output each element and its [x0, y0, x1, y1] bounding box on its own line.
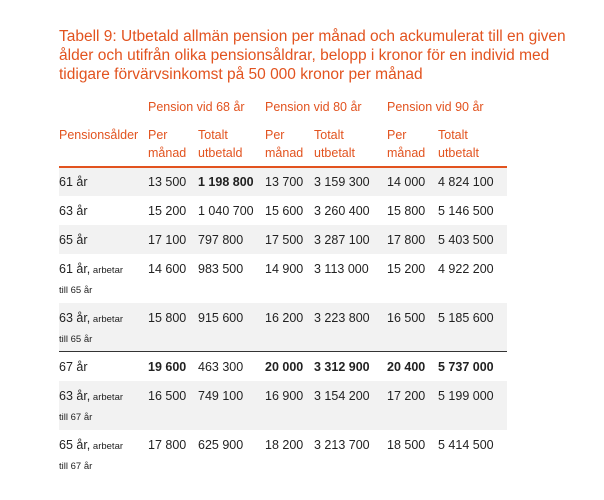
table-cell: 14 000 — [387, 175, 426, 189]
title-line-3: tidigare förvärvsinkomst på 50 000 kronor per månad — [59, 66, 423, 83]
table-cell: 18 500 — [387, 438, 426, 452]
sub-header-line-1: Per — [148, 128, 168, 142]
table-cell: 5 185 600 — [438, 311, 494, 325]
table-title — [59, 27, 579, 84]
table-cell: 3 154 200 — [314, 389, 370, 403]
table-cell: 749 100 — [198, 389, 244, 403]
sub-header-line-2: månad — [265, 146, 304, 160]
sub-header-line-2: utbetalt — [314, 146, 356, 160]
table-cell: 463 300 — [198, 360, 244, 374]
column-group-header: Pension vid 80 år — [265, 100, 362, 114]
sub-header-line-1: Per — [387, 128, 407, 142]
table-cell: 5 737 000 — [438, 360, 494, 374]
table-cell: 15 800 — [387, 204, 426, 218]
sub-header-line-2: månad — [148, 146, 187, 160]
row-note: arbetar — [90, 392, 124, 403]
sub-header-line-2: månad — [387, 146, 426, 160]
row-age: 61 år — [59, 175, 88, 189]
table-cell: 3 213 700 — [314, 438, 370, 452]
row-label — [59, 310, 123, 328]
column-group-header: Pension vid 68 år — [148, 100, 245, 114]
table-cell: 17 200 — [387, 389, 426, 403]
row-label — [59, 174, 88, 190]
table-cell: 20 400 — [387, 360, 426, 374]
row-label — [59, 261, 123, 279]
row-age: 65 år — [59, 233, 88, 247]
table-cell: 20 000 — [265, 360, 304, 374]
table-cell: 625 900 — [198, 438, 244, 452]
row-note-line-2: till 65 år — [59, 334, 93, 345]
table-cell: 16 900 — [265, 389, 304, 403]
table-cell: 15 600 — [265, 204, 304, 218]
row-label — [59, 437, 123, 455]
table-cell: 16 500 — [387, 311, 426, 325]
row-age: 61 år, — [59, 262, 91, 276]
table-cell: 5 414 500 — [438, 438, 494, 452]
title-line-2: ålder och utifrån olika pensionsåldrar, belopp i kronor för en individ med — [59, 47, 550, 64]
table-cell: 17 800 — [387, 233, 426, 247]
table-cell: 13 500 — [148, 175, 187, 189]
table-cell: 3 312 900 — [314, 360, 370, 374]
row-label — [59, 232, 88, 248]
row-age: 65 år, — [59, 438, 91, 452]
row-note: arbetar — [90, 441, 124, 452]
sub-header-line-2: utbetalt — [438, 146, 480, 160]
table-cell: 15 200 — [148, 204, 187, 218]
sub-header-line-1: Totalt — [438, 128, 468, 142]
table-cell: 17 800 — [148, 438, 187, 452]
table-cell: 17 500 — [265, 233, 304, 247]
row-label — [59, 359, 88, 375]
header-rule — [59, 166, 507, 168]
title-line-1: Tabell 9: Utbetald allmän pension per månad och ackumulerat till en given — [59, 28, 566, 45]
row-label — [59, 388, 123, 406]
row-age: 63 år — [59, 204, 88, 218]
table-cell: 3 260 400 — [314, 204, 370, 218]
row-age: 63 år, — [59, 311, 91, 325]
row-age: 63 år, — [59, 389, 91, 403]
table-cell: 4 824 100 — [438, 175, 494, 189]
sub-header-line-1: Per — [265, 128, 285, 142]
table-cell: 5 199 000 — [438, 389, 494, 403]
table-cell: 13 700 — [265, 175, 304, 189]
table-cell: 915 600 — [198, 311, 244, 325]
age-column-header: Pensionsålder — [59, 128, 139, 142]
table-cell: 1 040 700 — [198, 204, 254, 218]
table-cell: 17 100 — [148, 233, 187, 247]
row-note: arbetar — [90, 265, 124, 276]
row-note: arbetar — [90, 314, 124, 325]
row-age: 67 år — [59, 360, 88, 374]
table-cell: 16 500 — [148, 389, 187, 403]
table-cell: 15 200 — [387, 262, 426, 276]
table-cell: 5 403 500 — [438, 233, 494, 247]
table-cell: 4 922 200 — [438, 262, 494, 276]
row-note-line-2: till 65 år — [59, 285, 93, 296]
table-cell: 3 287 100 — [314, 233, 370, 247]
column-separator — [380, 120, 381, 164]
table-cell: 19 600 — [148, 360, 187, 374]
table-cell: 1 198 800 — [198, 175, 254, 189]
row-rule — [59, 351, 507, 352]
column-separator — [258, 120, 259, 164]
table-cell: 16 200 — [265, 311, 304, 325]
row-note-line-2: till 67 år — [59, 461, 93, 472]
sub-header-line-1: Totalt — [314, 128, 344, 142]
table-cell: 3 223 800 — [314, 311, 370, 325]
row-label — [59, 203, 88, 219]
row-note-line-2: till 67 år — [59, 412, 93, 423]
table-cell: 18 200 — [265, 438, 304, 452]
table-cell: 3 159 300 — [314, 175, 370, 189]
table-cell: 797 800 — [198, 233, 244, 247]
table-cell: 14 600 — [148, 262, 187, 276]
table-cell: 5 146 500 — [438, 204, 494, 218]
sub-header-line-1: Totalt — [198, 128, 228, 142]
table-cell: 983 500 — [198, 262, 244, 276]
table-cell: 14 900 — [265, 262, 304, 276]
table-cell: 15 800 — [148, 311, 187, 325]
table-cell: 3 113 000 — [314, 262, 369, 276]
column-group-header: Pension vid 90 år — [387, 100, 484, 114]
sub-header-line-2: utbetald — [198, 146, 243, 160]
